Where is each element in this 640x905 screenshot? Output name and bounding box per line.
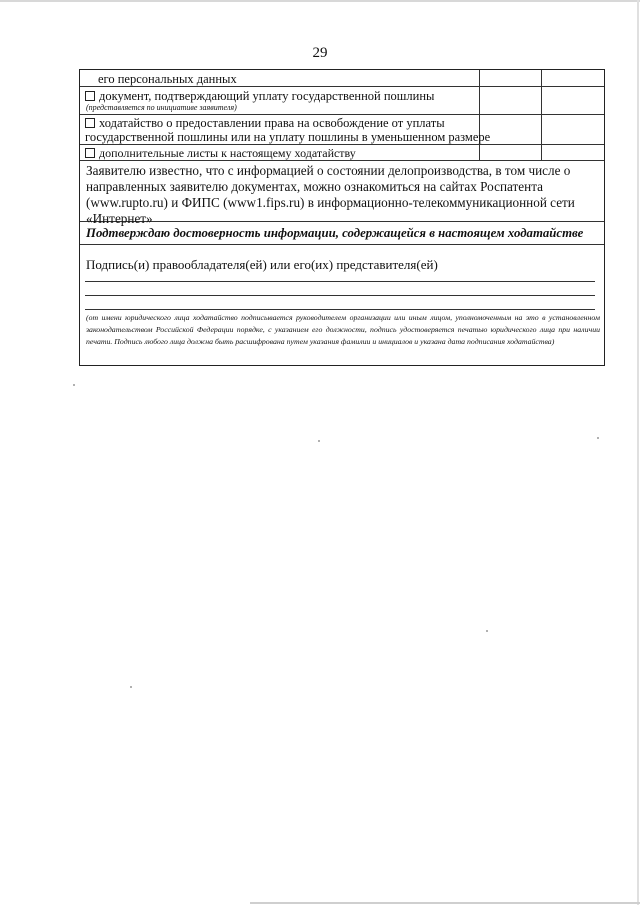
signature-label: Подпись(и) правообладателя(ей) или его(их) представителя(ей): [86, 257, 438, 272]
signature-line-3[interactable]: [85, 309, 595, 310]
row-divider: [80, 160, 604, 161]
signature-footnote: (от имени юридического лица ходатайство подписывается руководителем организации или иным лицом, уполномоченным на это в установленном законодательством Российской Федерации порядке, с указанием его должности, подпись удостоверяется печатью юридического лица при наличии печати. Подпись любого лица должна быть расшифрована путем указания фамилии и инициалов и указана дата подписания ходатайства): [86, 313, 600, 346]
scan-speck: [73, 384, 75, 386]
row-divider: [80, 144, 604, 145]
extra-sheets-label: дополнительные листы к настоящему ходатайству: [99, 146, 356, 160]
checkbox-exemption[interactable]: [85, 118, 95, 128]
scan-edge-top: [0, 0, 640, 2]
checkbox-fee-document[interactable]: [85, 91, 95, 101]
scan-speck: [318, 440, 320, 442]
petition-form-table: [79, 69, 605, 366]
scan-speck: [130, 686, 132, 688]
scan-edge-bottom: [250, 902, 640, 904]
row-extra-sheets: [85, 146, 356, 160]
column-divider-1: [479, 70, 480, 160]
row-exemption: [85, 116, 445, 130]
scan-speck: [597, 437, 599, 439]
exemption-label-line2: государственной пошлины или на уплату пошлины в уменьшенном размере: [85, 130, 491, 144]
signature-line-2[interactable]: [85, 295, 595, 296]
notice-paragraph: Заявителю известно, что с информацией о состоянии делопроизводства, в том числе о направленных заявителю документах, можно ознакомиться на сайтах Роспатента (www.rupto.ru) и ФИПС (www1.fips.ru) в информационно-телекоммуникационной сети «Интернет»: [86, 163, 575, 226]
row-divider: [80, 86, 604, 87]
row-divider: [80, 244, 604, 245]
scan-edge-right: [637, 0, 639, 905]
row-personal-data: его персональных данных: [98, 72, 237, 86]
scan-speck: [486, 630, 488, 632]
page-number: 29: [312, 45, 328, 61]
row-fee-document: [85, 89, 434, 103]
signature-line-1[interactable]: [85, 281, 595, 282]
column-divider-2: [541, 70, 542, 160]
row-divider: [80, 114, 604, 115]
fee-document-label: документ, подтверждающий уплату государственной пошлины: [99, 89, 435, 103]
fee-document-note: (представляется по инициативе заявителя): [86, 103, 237, 112]
confirmation-statement: Подтверждаю достоверность информации, содержащейся в настоящем ходатайстве: [86, 226, 584, 240]
checkbox-extra-sheets[interactable]: [85, 148, 95, 158]
exemption-label-line1: ходатайство о предоставлении права на освобождение от уплаты: [99, 116, 445, 130]
